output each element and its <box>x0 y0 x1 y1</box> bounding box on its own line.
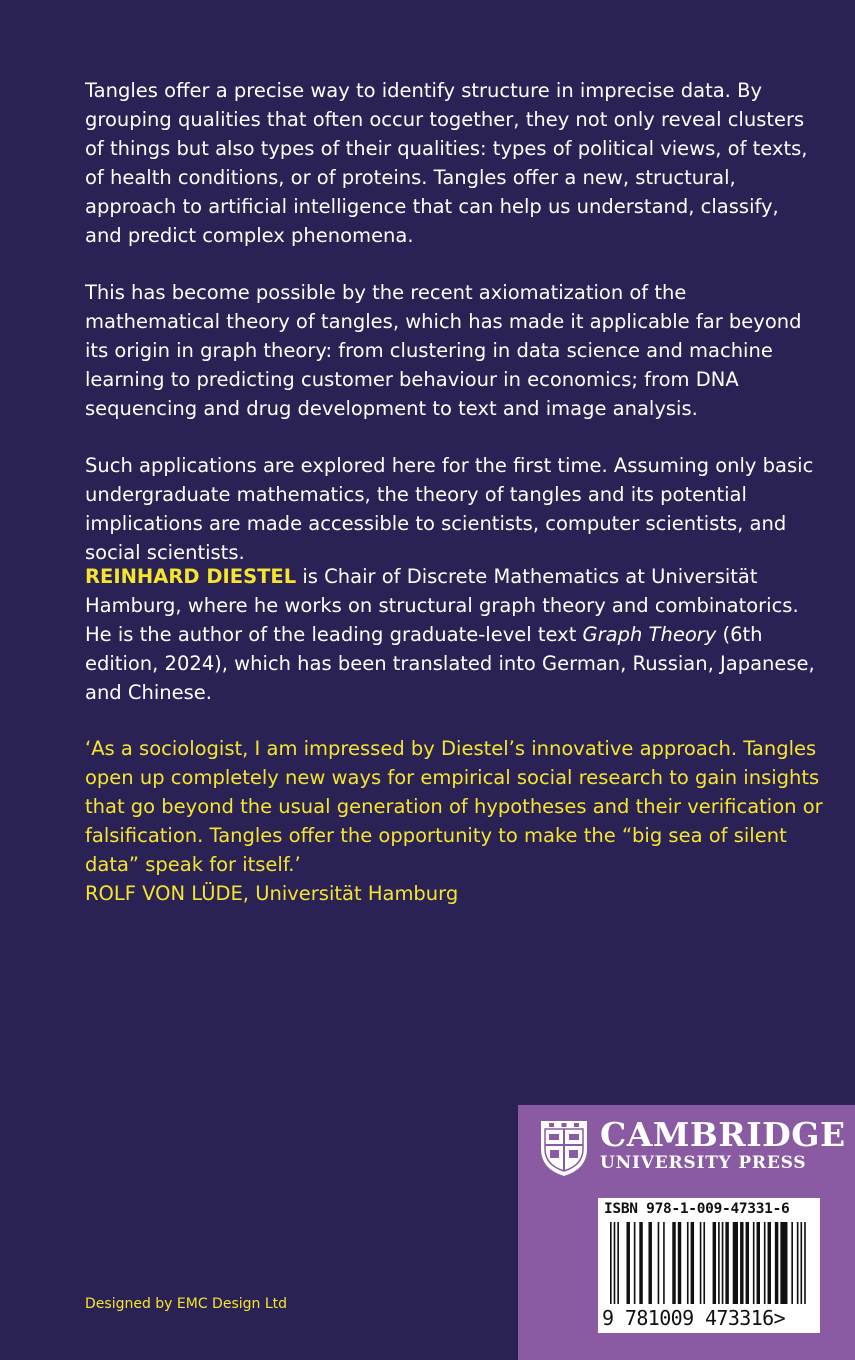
barcode-bar <box>700 1222 702 1304</box>
barcode-bar <box>614 1222 616 1304</box>
publisher-panel <box>518 1105 855 1360</box>
publisher-name: CAMBRIDGE <box>600 1115 846 1154</box>
barcode-bar <box>703 1222 705 1304</box>
barcode-bar <box>634 1222 636 1304</box>
endorsement-quote: ‘As a sociologist, I am impressed by Diestel’s innovative approach. Tangles open up completely new ways for empirical social research to gain insights that go beyond the usual generation of hypotheses and their verification or falsification. Tangles offer the opportunity to make the “big sea of silent data” speak for itself.’ <box>85 737 823 876</box>
barcode-bar <box>691 1222 694 1304</box>
barcode-number <box>602 1306 785 1330</box>
author-bio-text-1: is Chair of Discrete Mathematics at Universität Hamburg, where he works on structural graph theory and combinatorics. He is the author of the leading graduate-level text <box>85 565 799 646</box>
endorsement-attribution: ROLF VON LÜDE, Universität Hamburg <box>85 882 459 905</box>
barcode-bar <box>757 1222 760 1304</box>
cambridge-crest-icon <box>539 1119 589 1177</box>
blurb-paragraph-3: Such applications are explored here for the first time. Assuming only basic undergraduate mathematics, the theory of tangles and its potential implications are made accessible to scientists, computer scientists, and social scientists. <box>85 454 814 564</box>
blurb-paragraph-1: Tangles offer a precise way to identify structure in imprecise data. By grouping qualities that often occur together, they not only reveal clusters of things but also types of their qualities: types of political views, of texts, of health conditions, or of proteins. Tangles offer a new, structural, approach to artificial intelligence that can help us understand, classify, and predict complex phenomena. <box>85 79 808 247</box>
endorsement <box>85 734 825 908</box>
barcode-bar <box>775 1222 778 1304</box>
barcode-bar <box>764 1222 766 1304</box>
barcode-bar <box>722 1222 724 1304</box>
design-credit: Designed by EMC Design Ltd <box>85 1296 288 1312</box>
isbn-label: ISBN 978-1-009-47331-6 <box>604 1201 790 1217</box>
barcode-bar <box>746 1222 749 1304</box>
author-bio <box>85 562 820 707</box>
barcode-bar <box>672 1222 675 1304</box>
barcode-digits: 9 781009 473316 <box>602 1306 774 1330</box>
barcode-box <box>598 1198 820 1333</box>
back-cover-blurb <box>85 76 820 595</box>
barcode-bar <box>725 1222 728 1304</box>
barcode-bar <box>678 1222 681 1304</box>
barcode-bar <box>791 1222 793 1304</box>
barcode-arrow: > <box>773 1306 786 1330</box>
barcode-bar <box>639 1222 642 1304</box>
barcode-bar <box>740 1222 743 1304</box>
barcode-bar <box>718 1222 720 1304</box>
barcode-bar <box>804 1222 806 1304</box>
barcode-bar <box>733 1222 738 1304</box>
barcode-bar <box>617 1222 619 1304</box>
barcode-bar <box>780 1222 787 1304</box>
barcode-bar <box>801 1222 803 1304</box>
barcode-bar <box>648 1222 651 1304</box>
barcode-bar <box>753 1222 755 1304</box>
barcode-bar <box>768 1222 771 1304</box>
barcode-bar <box>610 1222 612 1304</box>
blurb-paragraph-2: This has become possible by the recent axiomatization of the mathematical theory of tangles, which has made it applicable far beyond its origin in graph theory: from clustering in data science and machine learning to predicting customer behaviour in economics; from DNA sequencing and drug development to text and image analysis. <box>85 281 802 420</box>
barcode-bar <box>713 1222 716 1304</box>
author-name: REINHARD DIESTEL <box>85 565 297 588</box>
author-bio-text-2: (6th edition, 2024), which has been translated into German, Russian, Japanese, and Chinese. <box>85 623 815 704</box>
barcode-bar <box>687 1222 689 1304</box>
publisher-subtitle: UNIVERSITY PRESS <box>600 1153 807 1173</box>
barcode-bar <box>658 1222 660 1304</box>
barcode-bar <box>626 1222 629 1304</box>
barcode-bar <box>797 1222 799 1304</box>
barcode-bar <box>663 1222 665 1304</box>
barcode <box>610 1222 808 1304</box>
author-book-title: Graph Theory <box>582 623 717 646</box>
